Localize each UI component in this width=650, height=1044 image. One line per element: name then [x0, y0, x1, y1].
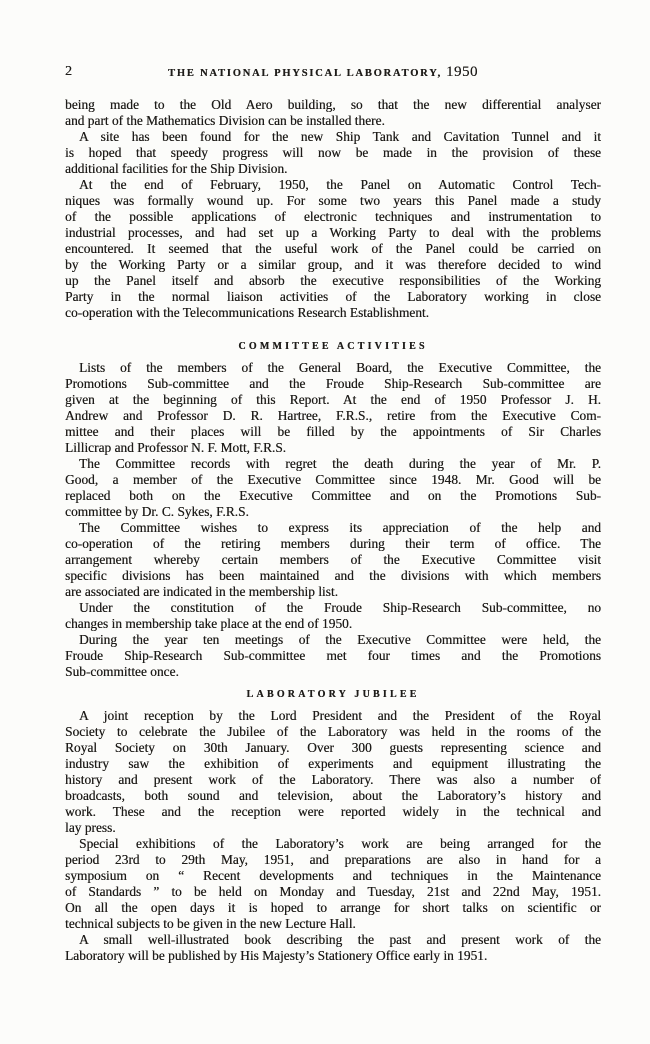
body-line: work. These and the reception were reported widely in the technical and: [65, 804, 601, 819]
body-line: Royal Society on 30th January. Over 300 guests representing science and: [65, 740, 601, 755]
body-line: and part of the Mathematics Division can be installed there.: [65, 113, 385, 128]
body-line: The Committee wishes to express its appreciation of the help and: [79, 520, 601, 535]
body-line: additional facilities for the Ship Division.: [65, 161, 288, 176]
body-line: lay press.: [65, 820, 116, 835]
body-line: Promotions Sub-committee and the Froude Ship-Research Sub-committee are: [65, 376, 601, 391]
body-line: technical subjects to be given in the new Lecture Hall.: [65, 916, 356, 931]
running-title-year: 1950: [445, 64, 478, 80]
paragraph: [65, 456, 601, 520]
body-line: On all the open days it is hoped to arrange for short talks on scientific or: [65, 900, 601, 915]
body-line: Froude Ship-Research Sub-committee met four times and the Promotions: [65, 648, 601, 663]
body-line: committee by Dr. C. Sykes, F.R.S.: [65, 504, 249, 519]
body-line: given at the beginning of this Report. At the end of 1950 Professor J. H.: [65, 392, 601, 407]
body-line: of Standards ” to be held on Monday and Tuesday, 21st and 22nd May, 1951.: [65, 884, 601, 899]
body-line: Andrew and Professor D. R. Hartree, F.R.S., retire from the Executive Com-: [65, 408, 601, 423]
body-line: changes in membership take place at the end of 1950.: [65, 616, 353, 631]
body-line: A joint reception by the Lord President and the President of the Royal: [79, 708, 601, 723]
section-heading: LABORATORY JUBILEE: [246, 689, 420, 700]
page-number: 2: [65, 64, 73, 79]
body-line: period 23rd to 29th May, 1951, and preparations are also in hand for a: [65, 852, 601, 867]
paragraph: [65, 520, 601, 600]
body-line: niques was formally wound up. For some two years this Panel made a study: [65, 193, 601, 208]
running-title-text: THE NATIONAL PHYSICAL LABORATORY,: [168, 68, 442, 79]
paragraph: [65, 97, 601, 129]
body-line: arrangement whereby certain members of the Executive Committee visit: [65, 552, 601, 567]
body-line: are associated are indicated in the membership list.: [65, 584, 338, 599]
body-line: Lists of the members of the General Board, the Executive Committee, the: [79, 360, 601, 375]
body-line: During the year ten meetings of the Executive Committee were held, the: [79, 632, 601, 647]
body-line: by the Working Party or a similar group, and it was therefore decided to wind: [65, 257, 601, 272]
body-line: industrial processes, and had set up a Working Party to deal with the problems: [65, 225, 601, 240]
body-line: Sub-committee once.: [65, 664, 179, 679]
body-line: mittee and their places will be filled by the appointments of Sir Charles: [65, 424, 601, 439]
body-line: is hoped that speedy progress will now be made in the provision of these: [65, 145, 601, 160]
page-header: [65, 63, 601, 81]
body-line: Laboratory will be published by His Majesty’s Stationery Office early in 1951.: [65, 948, 488, 963]
body-line: Society to celebrate the Jubilee of the Laboratory was held in the rooms of the: [65, 724, 601, 739]
body-line: up the Panel itself and absorb the executive responsibilities of the Working: [65, 273, 601, 288]
body-line: At the end of February, 1950, the Panel on Automatic Control Tech-: [79, 177, 601, 192]
document-section: [65, 341, 601, 680]
body-line: replaced both on the Executive Committee and on the Promotions Sub-: [65, 488, 601, 503]
body-line: symposium on “ Recent developments and techniques in the Maintenance: [65, 868, 601, 883]
paragraph: [65, 360, 601, 456]
body-line: Party in the normal liaison activities of the Laboratory working in close: [65, 289, 601, 304]
paragraph: [65, 708, 601, 836]
running-title: [55, 63, 591, 81]
body-line: Good, a member of the Executive Committee since 1948. Mr. Good will be: [65, 472, 601, 487]
paragraph: [65, 129, 601, 177]
body-line: history and present work of the Laboratory. There was also a number of: [65, 772, 601, 787]
body-line: A small well-illustrated book describing the past and present work of the: [79, 932, 601, 947]
body-line: specific divisions has been maintained and the divisions with which members: [65, 568, 601, 583]
paragraph: [65, 836, 601, 932]
body-line: encountered. It seemed that the useful work of the Panel could be carried on: [65, 241, 601, 256]
body-line: co-operation of the retiring members during their term of office. The: [65, 536, 601, 551]
body-line: broadcasts, both sound and television, about the Laboratory’s history and: [65, 788, 601, 803]
paragraph: [65, 632, 601, 680]
body-line: The Committee records with regret the death during the year of Mr. P.: [79, 456, 601, 471]
paragraph: [65, 177, 601, 321]
body-line: being made to the Old Aero building, so that the new differential analyser: [65, 97, 601, 112]
body-line: Under the constitution of the Froude Ship-Research Sub-committee, no: [79, 600, 601, 615]
paragraph: [65, 932, 601, 964]
body-line: co-operation with the Telecommunications Research Establishment.: [65, 305, 429, 320]
document-section: [65, 97, 601, 321]
body-line: Lillicrap and Professor N. F. Mott, F.R.S.: [65, 440, 287, 455]
section-heading: COMMITTEE ACTIVITIES: [238, 341, 428, 352]
body-line: industry saw the exhibition of experiments and equipment illustrating the: [65, 756, 601, 771]
paragraph: [65, 600, 601, 632]
page-body: [65, 97, 601, 964]
body-line: of the possible applications of electronic techniques and instrumentation to: [65, 209, 601, 224]
body-line: A site has been found for the new Ship Tank and Cavitation Tunnel and it: [79, 129, 601, 144]
document-section: [65, 689, 601, 964]
body-line: Special exhibitions of the Laboratory’s work are being arranged for the: [79, 836, 601, 851]
